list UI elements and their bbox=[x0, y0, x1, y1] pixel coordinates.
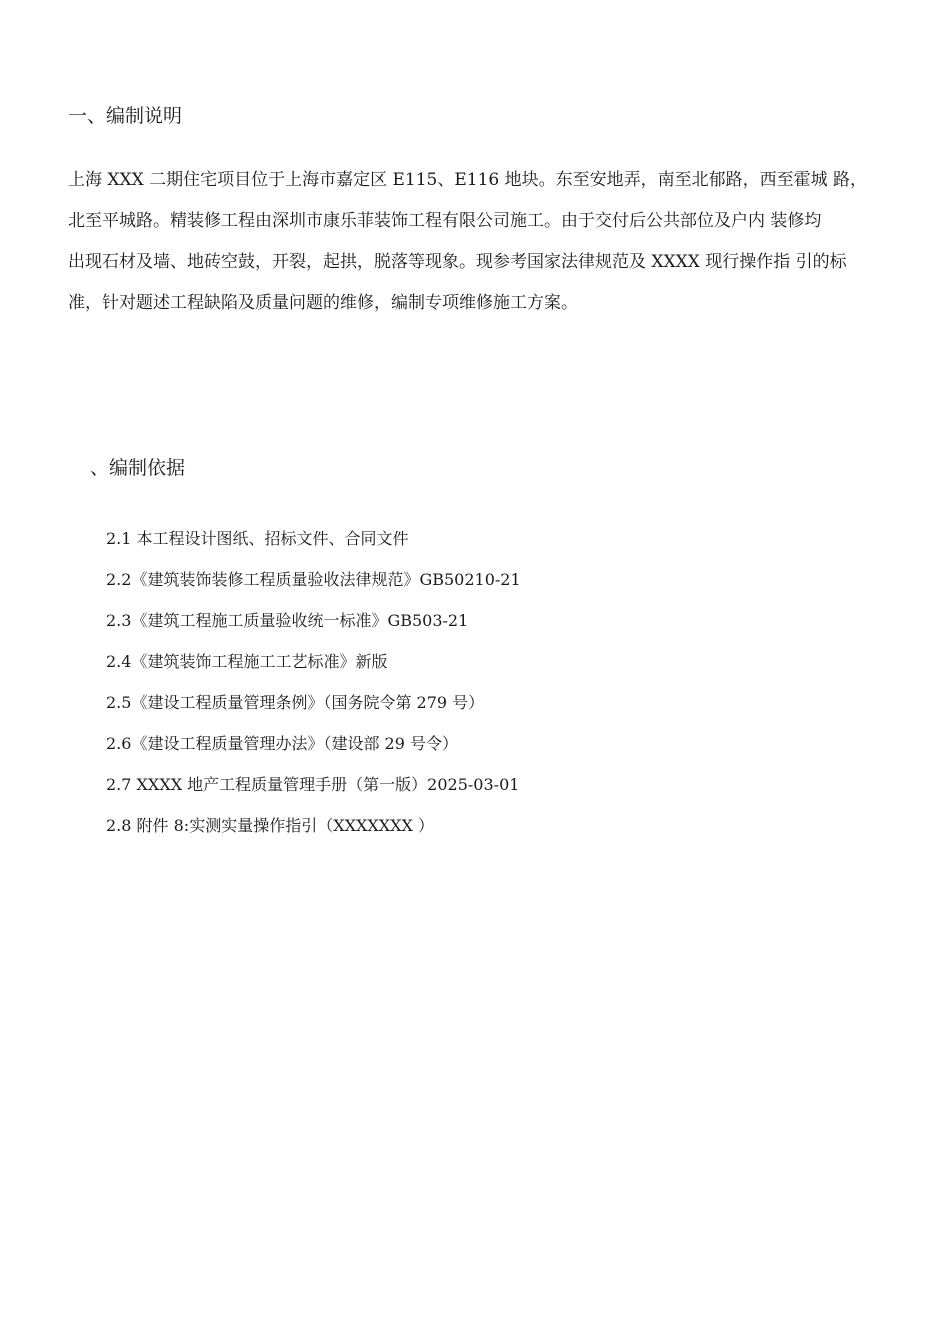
section-heading-basis: 、编制依据 bbox=[90, 457, 186, 479]
section-heading-description: 一、编制说明 bbox=[68, 105, 183, 127]
paragraph-line: 出现石材及墙、地砖空鼓，开裂，起拱，脱落等现象。现参考国家法律规范及 XXXX 现行操作指 引的标 bbox=[68, 252, 847, 272]
list-item: 2.3《建筑工程施工质量验收统一标准》GB503-21 bbox=[106, 611, 469, 630]
list-item: 2.2《建筑装饰装修工程质量验收法律规范》GB50210-21 bbox=[106, 570, 521, 589]
description-paragraph bbox=[68, 160, 886, 324]
list-item: 2.5《建设工程质量管理条例》（国务院令第 279 号） bbox=[106, 693, 485, 712]
list-item: 2.4《建筑装饰工程施工工艺标准》新版 bbox=[106, 652, 388, 671]
paragraph-line: 准，针对题述工程缺陷及质量问题的维修，编制专项维修施工方案。 bbox=[68, 293, 578, 313]
list-item: 2.7 XXXX 地产工程质量管理手册（第一版）2025-03-01 bbox=[106, 775, 520, 794]
paragraph-line: 上海 XXX 二期住宅项目位于上海市嘉定区 E115、E116 地块。东至安地弄，南至北郁路，西至霍城 路， bbox=[68, 170, 868, 190]
list-item: 2.8 附件 8:实测实量操作指引（XXXXXXX ） bbox=[106, 816, 435, 835]
paragraph-line: 北至平城路。精装修工程由深圳市康乐菲装饰工程有限公司施工。由于交付后公共部位及户内 装修均 bbox=[68, 211, 822, 231]
list-item: 2.6《建设工程质量管理办法》（建设部 29 号令） bbox=[106, 734, 458, 753]
basis-list bbox=[106, 518, 521, 846]
list-item: 2.1 本工程设计图纸、招标文件、合同文件 bbox=[106, 529, 409, 548]
